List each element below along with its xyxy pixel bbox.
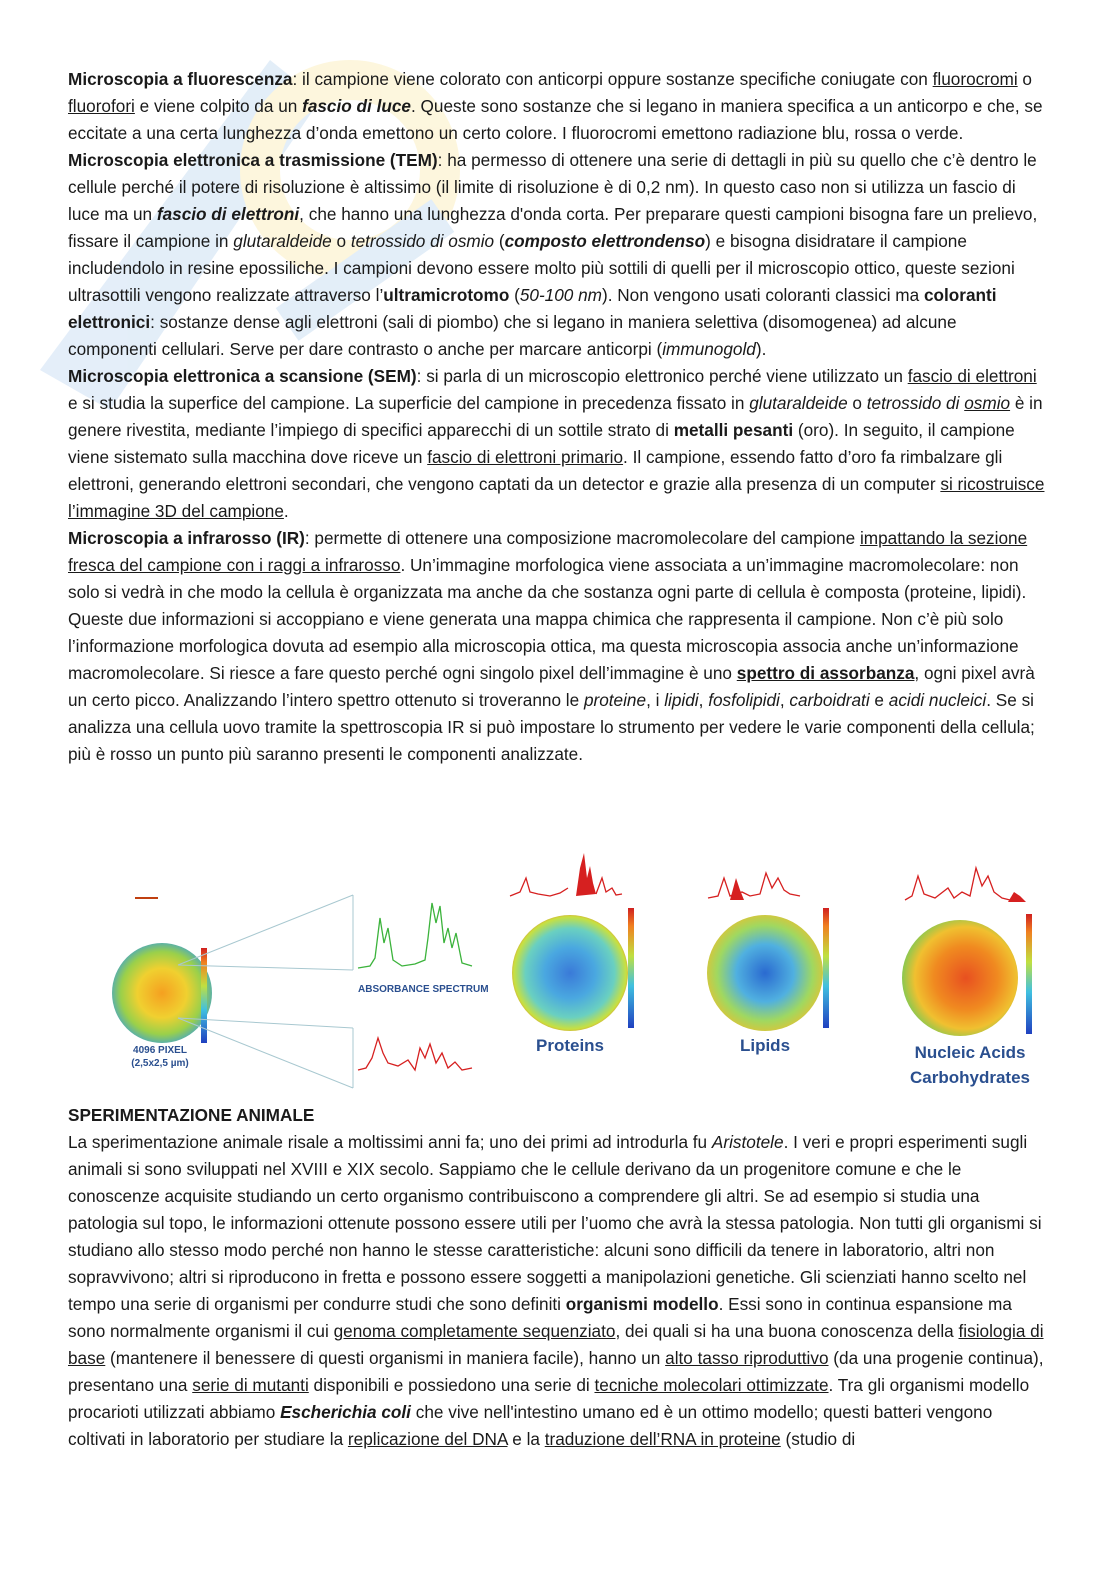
color-scale-lipids [823,908,829,1028]
absorbance-spectrum-label: ABSORBANCE SPECTRUM [358,984,489,995]
paragraph-animal: La sperimentazione animale risale a moltissimi anni fa; uno dei primi ad introdurla fu Aristotele. I veri e propri esperimenti sugli animali si sono sviluppati nel XVIII e XIX secolo. Sappiamo che le cellule derivano da un progenitore comune e che le conoscenze acquisite studiando un certo organismo contribuiscono a comprendere gli altri. Se ad esempio si studia una patologia sul topo, le informazioni ottenute possono essere utili per l’uomo che avrà la stessa patologia. Non tutti gli organismi si studiano allo stesso modo perché non hanno le stesse caratteristiche: alcuni sono difficili da tenere in laboratorio, altri non sopravvivono; altri si riproducono in fretta e possono essere soggetti a manipolazioni genetiche. Gli scienziati hanno scelto nel tempo una serie di organismi per condurre studi che sono definiti organismi modello. Essi sono in continua espansione ma sono normalmente organismi il cui genoma completamente sequenziato, dei quali si ha una buona conoscenza della fisiologia di base (mantenere il benessere di questi organismi in maniera facile), hanno un alto tasso riproduttivo (da una progenie continua), presentano una serie di mutanti disponibili e possiedono una serie di tecniche molecolari ottimizzate. Tra gli organismi modello procarioti utilizzati abbiamo Escherichia coli che vive nell'intestino umano ed è un ottimo modello; questi batteri vengono coltivati in laboratorio per studiare la replicazione del DNA e la traduzione dell’RNA in proteine (studio di [68,1132,1044,1449]
spectrum-red [358,1038,472,1070]
color-scale-proteins [628,908,634,1028]
label-nucleic-carbo [900,1040,1040,1090]
paragraph-sem: Microscopia elettronica a scansione (SEM): si parla di un microscopio elettronico perché viene utilizzato un fascio di elettroni e si studia la superfice del campione. La superficie del campione in precedenza fissato in glutaraldeide o tetrossido di osmio è in genere rivestita, mediante l’impiego di specifici apparecchi di un sottile strato di metalli pesanti (oro). In seguito, il campione viene sistemato sulla macchina dove riceve un fascio di elettroni primario. Il campione, essendo fatto d’oro fa rimbalzare gli elettroni, generando elettroni secondari, che vengono captati da un detector e grazie alla presenza di un computer si ricostruisce l’immagine 3D del campione. [68,366,1045,521]
pixel-caption-line-2: (2,5x2,5 µm) [131,1058,189,1069]
pixel-caption-line-1: 4096 PIXEL [133,1045,187,1056]
cell-map-lipids [707,915,823,1031]
spectrum-lipids-peak [730,878,744,900]
spectrum-lipids [708,873,800,898]
paragraph-ir: Microscopia a infrarosso (IR): permette di ottenere una composizione macromolecolare del campione impattando la sezione fresca del campione con i raggi a infrarosso. Un’immagine morfologica viene associata a un’immagine macromolecolare: non solo si vedrà in che modo la cellula è organizzata ma anche da che sostanza ogni parte di cellula è composta (proteine, lipidi). Queste due informazioni si accoppiano e viene generata una mappa chimica che rappresenta il campione. Non c’è più solo l’informazione morfologica dovuta ad esempio alla microscopia ottica, ma questa microscopia associa anche un’informazione macromolecolare. Si riesce a fare questo perché ogni singolo pixel dell’immagine è uno spettro di assorbanza, ogni pixel avrà un certo picco. Analizzando l’intero spettro ottenuto si troveranno le proteine, i lipidi, fosfolipidi, carboidrati e acidi nucleici. Se si analizza una cellula uovo tramite la spettroscopia IR si può impostare lo strumento per vedere le varie componenti della cellula; più è rosso un punto più saranno presenti le componenti analizzate. [68,528,1035,764]
cell-map-total [112,943,212,1043]
ir-chemical-map-figure [90,848,1050,1093]
label-carbohydrates: Carbohydrates [910,1068,1030,1087]
label-lipids: Lipids [739,1036,791,1055]
spectrum-nucleic-peak [1008,892,1026,902]
pixel-caption [105,1044,215,1070]
spectrum-proteins [510,878,568,896]
spectrum-green [358,903,472,968]
spectrum-proteins-peak [576,853,596,896]
paragraph-fluorescence: Microscopia a fluorescenza: il campione viene colorato con anticorpi oppure sostanze specifiche coniugate con fluorocromi o fluorofori e viene colpito da un fascio di luce. Queste sono sostanze che si legano in maniera specifica a un anticorpo e che, se eccitate a una certa lunghezza d’onda emettono un certo colore. I fluorocromi emettono radiazione blu, rossa o verde. [68,69,1043,143]
section-heading: SPERIMENTAZIONE ANIMALE [68,1105,315,1125]
color-scale-nucleic [1026,914,1032,1034]
spectrum-nucleic [905,868,1010,900]
label-proteins: Proteins [535,1036,605,1055]
label-nucleic: Nucleic Acids [914,1043,1026,1062]
cell-map-nucleic [902,920,1018,1036]
paragraph-tem: Microscopia elettronica a trasmissione (TEM): ha permesso di ottenere una serie di dettagli in più su quello che c’è dentro le cellule perché il potere di risoluzione è altissimo (il limite di risoluzione è di 0,2 nm). In questo caso non si utilizza un fascio di luce ma un fascio di elettroni, che hanno una lunghezza d'onda corta. Per preparare questi campioni bisogna fare un prelievo, fissare il campione in glutaraldeide o tetrossido di osmio (composto elettrondenso) e bisogna disidratare il campione includendolo in resine epossiliche. I campioni devono essere molto più sottili di quelli per il microscopio ottico, queste sezioni ultrasottili vengono realizzate attraverso l’ultramicrotomo (50-100 nm). Non vengono usati coloranti classici ma coloranti elettronici: sostanze dense agli elettroni (sali di piombo) che si legano in maniera selettiva (disomogenea) ad alcune componenti cellulari. Serve per dare contrasto o anche per marcare anticorpi (immunogold). [68,150,1038,359]
microscopy-section [68,66,1048,768]
cell-map-proteins [512,915,628,1031]
spectrum-proteins-tail [596,878,622,895]
animal-experimentation-section [68,1102,1048,1453]
